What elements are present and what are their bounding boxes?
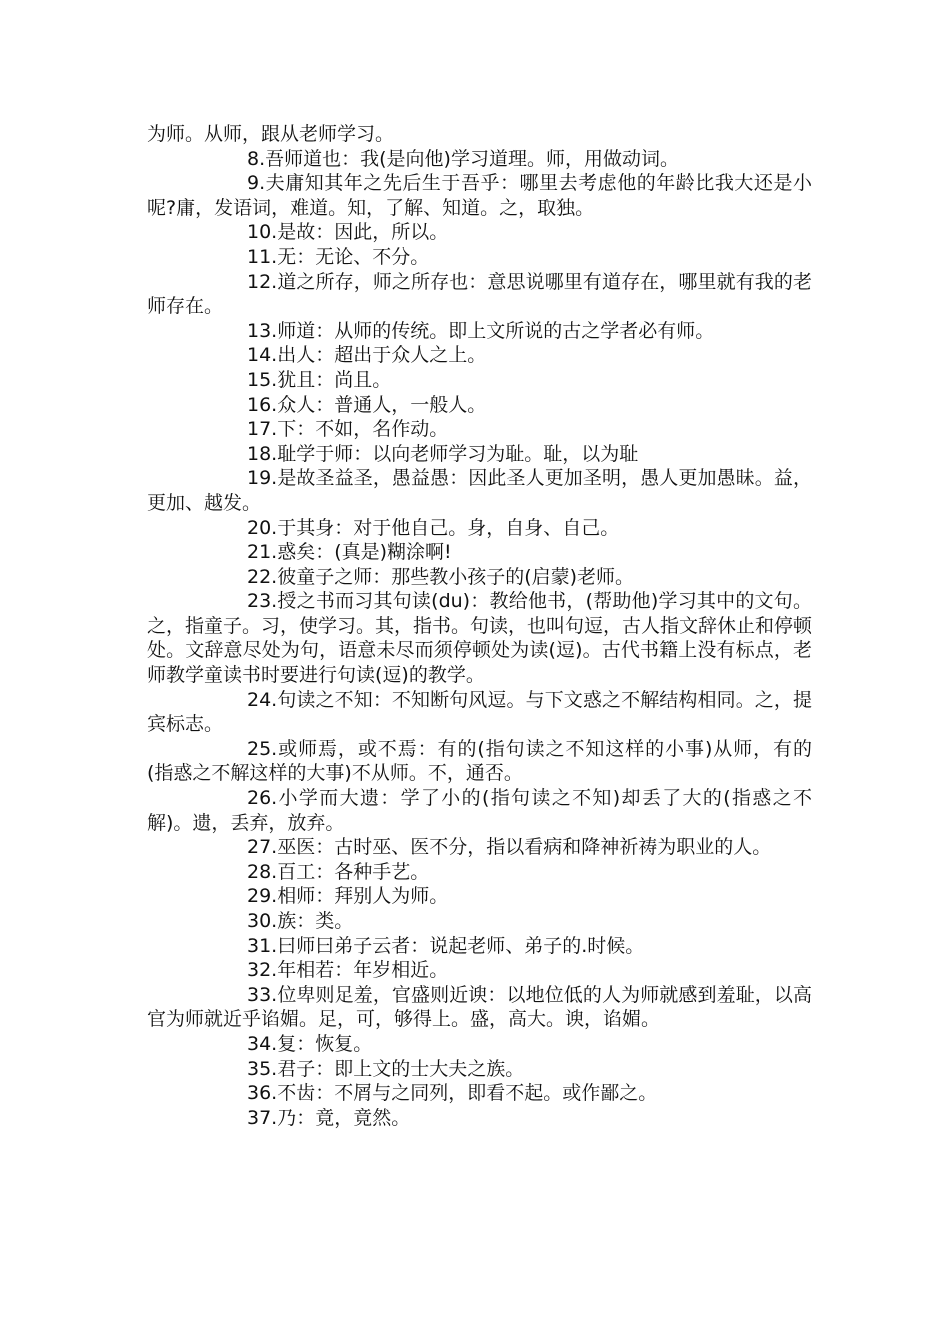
note-30: 30.族：类。 [247,910,354,932]
note-22: 22.彼童子之师：那些教小孩子的(启蒙)老师。 [247,565,635,588]
note-23: 23.授之书而习其句读(du)：教给他书，(帮助他)学习其中的文句。之，指童子。习，使学习。其，指书。句读，也叫句逗，古人指文辞休止和停顿处。文辞意尽处为句，语意未尽而须停顿处为读(逗)。古代书籍上没有标点，老师教学童读书时要进行句读(逗)的教学。 [147,590,813,687]
note-16: 16.众人：普通人，一般人。 [247,393,487,416]
note-12: 12.道之所存，师之所存也：意思说哪里有道存在，哪里就有我的老师存在。 [147,270,812,318]
note-25: 25.或师焉，或不焉：有的(指句读之不知这样的小事)从师，有的(指惑之不解这样的大事)不从师。不，通否。 [147,737,812,785]
paragraph-continuation: 为师。从师，跟从老师学习。 [147,123,395,145]
note-34: 34.复：恢复。 [247,1032,373,1055]
note-9: 9.夫庸知其年之先后生于吾乎：哪里去考虑他的年龄比我大还是小呢?庸，发语词，难道。知，了解、知道。之，取独。 [147,172,812,219]
note-27: 27.巫医：古时巫、医不分，指以看病和降神祈祷为职业的人。 [247,836,772,859]
note-18: 18.耻学于师：以向老师学习为耻。耻，以为耻 [247,442,639,465]
note-17: 17.下：不如，名作动。 [247,418,449,441]
note-14: 14.出人：超出于众人之上。 [247,344,487,367]
note-33: 33.位卑则足羞，官盛则近谀：以地位低的人为师就感到羞耻，以高官为师就近乎谄媚。足，可，够得上。盛，高大。谀，谄媚。 [147,983,812,1031]
note-21: 21.惑矣：(真是)糊涂啊! [247,541,452,564]
note-26: 26.小学而大遗：学了小的(指句读之不知)却丢了大的(指惑之不解)。遗，丢弃，放弃。 [147,787,812,834]
note-37: 37.乃：竟，竟然。 [247,1106,411,1129]
note-11: 11.无：无论、不分。 [247,245,430,268]
note-36: 36.不齿：不屑与之同列，即看不起。或作鄙之。 [247,1082,658,1105]
note-24: 24.句读之不知：不知断句风逗。与下文惑之不解结构相同。之，提宾标志。 [147,688,812,736]
note-29: 29.相师：拜别人为师。 [247,885,449,908]
note-31: 31.曰师曰弟子云者：说起老师、弟子的.时候。 [247,934,645,957]
note-13: 13.师道：从师的传统。即上文所说的古之学者必有师。 [247,319,715,342]
note-19: 19.是故圣益圣，愚益愚：因此圣人更加圣明，愚人更加愚昧。益，更加、越发。 [147,467,812,514]
note-10: 10.是故：因此，所以。 [247,221,449,244]
note-32: 32.年相若：年岁相近。 [247,959,449,982]
document-body [147,122,812,1130]
note-28: 28.百工：各种手艺。 [247,860,430,883]
note-35: 35.君子：即上文的士大夫之族。 [247,1057,525,1080]
note-20: 20.于其身：对于他自己。身，自身、自己。 [247,516,620,539]
note-8: 8.吾师道也：我(是向他)学习道理。师，用做动词。 [247,147,679,170]
note-15: 15.犹且：尚且。 [247,368,392,391]
